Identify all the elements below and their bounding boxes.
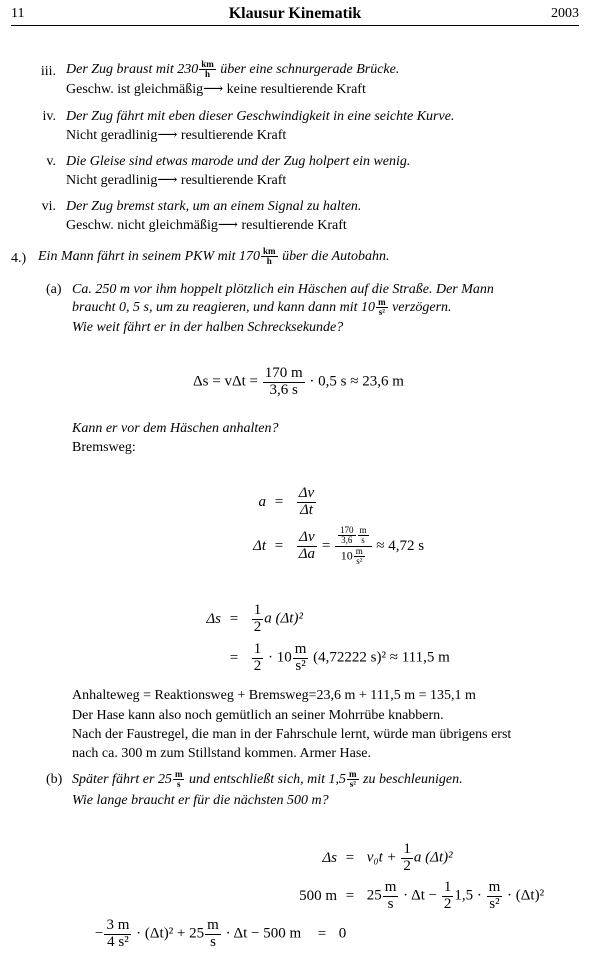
unit-den: h (266, 256, 272, 267)
part-b-mid: und entschließt sich, mit 1,5 (188, 772, 347, 788)
eq-lhs: Δs (206, 610, 221, 627)
unit-den: s (176, 779, 181, 790)
item-label-v: v. (46, 154, 56, 169)
bremsweg-label: Bremsweg: (72, 440, 136, 455)
page-number: 11 (11, 6, 25, 21)
unit-num: m (174, 769, 183, 779)
eq-den: 2 (253, 657, 262, 674)
eq-rhs: · 0,5 s ≈ 23,6 m (309, 373, 404, 390)
eq-den: Δa (298, 545, 316, 562)
header-rule (11, 25, 579, 26)
eq-den: 2 (443, 895, 452, 912)
eq-num: 3 m (106, 917, 130, 933)
eq-term: · (Δt)² + 25 (136, 925, 205, 942)
equation-b-3 (95, 918, 346, 951)
eq-lhs: a (258, 493, 266, 510)
item-iii-q-post: über eine schnurgerade Brücke. (220, 62, 400, 78)
item-label-iv: iv. (42, 109, 56, 124)
part-a-line2 (72, 298, 452, 318)
eq-num: 170 (340, 525, 354, 535)
conclusion-stopping-distance: Anhalteweg = Reaktionsweg + Bremsweg=23,6 m + 111,5 m = 135,1 m (72, 688, 476, 703)
unit-den: s² (356, 556, 363, 567)
item-iii-q-pre: Der Zug braust mit 230 (66, 62, 199, 78)
eq-lhs: Δs = vΔt = (193, 373, 258, 390)
eq-sign: = (274, 537, 284, 554)
eq-den: 3,6 (341, 535, 353, 546)
item-iii-answer: Geschw. ist gleichmäßig⟶ keine resultierende Kraft (66, 82, 366, 97)
eq-sign: = (345, 849, 355, 866)
eq-result: ≈ 4,72 s (376, 537, 425, 554)
equation-acceleration (220, 486, 317, 519)
part-b-post: zu beschleunigen. (363, 772, 463, 788)
eq-den: 3,6 s (269, 381, 298, 398)
unit-num: m (378, 297, 386, 307)
item-v-question: Die Gleise sind etwas marode und der Zug holpert ein wenig. (66, 154, 411, 169)
eq-rhs: a (Δt)² (264, 610, 303, 627)
eq-den: Δt (299, 501, 313, 518)
equation-b-2 (270, 880, 544, 913)
eq-den: 2 (253, 618, 262, 635)
unit-num: m (488, 879, 501, 895)
equation-brake-distance-1 (175, 603, 303, 636)
eq-den: 10 (340, 548, 353, 563)
eq-num: 1 (253, 641, 262, 657)
equation-brake-distance-2 (175, 642, 450, 675)
eq-den: 4 s² (107, 933, 129, 950)
eq-rhs-post: a (Δt)² (413, 849, 453, 866)
conclusion-rule-2: nach ca. 300 m zum Stillstand kommen. Armer Hase. (72, 746, 371, 761)
eq-rhs: 0 (338, 925, 347, 942)
eq-term: · Δt − 500 m (225, 925, 302, 942)
part-a-line1: Ca. 250 m vor ihm hoppelt plötzlich ein Häschen auf die Straße. Der Mann (72, 282, 494, 297)
conclusion-hare: Der Hase kann also noch gemütlich an seiner Mohrrübe knabbern. (72, 708, 444, 723)
part-b-line2: Wie lange braucht er für die nächsten 500 m? (72, 793, 329, 808)
unit-num: km (201, 59, 214, 69)
problem4-question (38, 247, 390, 267)
eq-num: 1 (253, 602, 262, 618)
unit-den: s (387, 895, 394, 912)
unit-den: s² (349, 779, 356, 790)
part-a-line3: Wie weit fährt er in der halben Schrecksekunde? (72, 320, 344, 335)
part-a-line2-pre: braucht 0, 5 s, um zu reagieren, und kann dann mit 10 (72, 300, 376, 316)
item-label-vi: vi. (41, 199, 56, 214)
page-year: 2003 (551, 6, 579, 21)
problem4-q-post: über die Autobahn. (282, 249, 390, 265)
eq-rhs: (4,72222 s)² ≈ 111,5 m (313, 649, 450, 666)
part-a-line2-post: verzögern. (392, 300, 452, 316)
eq-factor: · 10 (268, 649, 292, 666)
unit-den: s (210, 933, 216, 950)
part-a-label: (a) (46, 282, 62, 297)
unit-den: s² (378, 307, 385, 318)
eq-sign: = (229, 649, 239, 666)
eq-sign: = (321, 537, 331, 554)
item-label-iii: iii. (40, 64, 56, 79)
unit-num: m (355, 545, 363, 556)
part-b-label: (b) (46, 772, 63, 787)
item-vi-answer: Geschw. nicht gleichmäßig⟶ resultierende Kraft (66, 218, 347, 233)
eq-num: 1 (403, 841, 411, 857)
item-iv-answer: Nicht geradlinig⟶ resultierende Kraft (66, 128, 287, 143)
problem-number: 4.) (11, 251, 27, 266)
item-iv-question: Der Zug fährt mit eben dieser Geschwindigkeit in eine seichte Kurve. (66, 109, 455, 124)
eq-sign: = (229, 610, 239, 627)
unit-num: m (384, 879, 397, 895)
eq-term: · Δt − (403, 887, 438, 904)
unit-num: m (359, 525, 367, 535)
unit-num: m (294, 641, 307, 657)
eq-sign: = (345, 887, 355, 904)
unit-num: m (207, 917, 219, 933)
eq-term: 1,5 · (454, 887, 482, 904)
item-v-answer: Nicht geradlinig⟶ resultierende Kraft (66, 173, 287, 188)
eq-lhs: Δt (253, 537, 266, 554)
unit-den: s² (489, 895, 500, 912)
eq-lhs: 500 m (299, 887, 337, 904)
eq-num: 170 m (264, 365, 303, 381)
eq-sign-minus: − (95, 925, 104, 942)
question-can-stop: Kann er vor dem Häschen anhalten? (72, 421, 279, 436)
problem4-q-pre: Ein Mann fährt in seinem PKW mit 170 (38, 249, 261, 265)
eq-num: Δv (298, 485, 315, 501)
eq-term: 25 (366, 887, 382, 904)
conclusion-rule-1: Nach der Faustregel, die man in der Fahrschule lernt, würde man übrigens erst (72, 727, 512, 742)
unit-den: h (204, 69, 210, 80)
part-b-line1 (72, 770, 463, 790)
equation-b-1 (291, 842, 453, 875)
eq-rhs-pre: v₀t + (366, 849, 397, 866)
eq-lhs: Δs (322, 849, 337, 866)
eq-num: 1 (443, 879, 452, 895)
page-title: Klausur Kinematik (228, 5, 362, 22)
unit-num: m (349, 769, 357, 779)
equation-reaction-distance (193, 366, 404, 399)
eq-sign: = (317, 925, 327, 942)
unit-num: km (263, 246, 276, 256)
eq-term: · (Δt)² (507, 887, 545, 904)
item-vi-question: Der Zug bremst stark, um an einem Signal zu halten. (66, 199, 362, 214)
part-b-pre: Später fährt er 25 (72, 772, 172, 788)
unit-den: s² (295, 657, 306, 674)
equation-brake-time (220, 526, 424, 567)
eq-num: Δv (299, 529, 315, 546)
item-iii-question (66, 60, 399, 80)
eq-den: 2 (403, 857, 411, 874)
unit-den: s (361, 535, 365, 546)
eq-sign: = (274, 493, 284, 510)
